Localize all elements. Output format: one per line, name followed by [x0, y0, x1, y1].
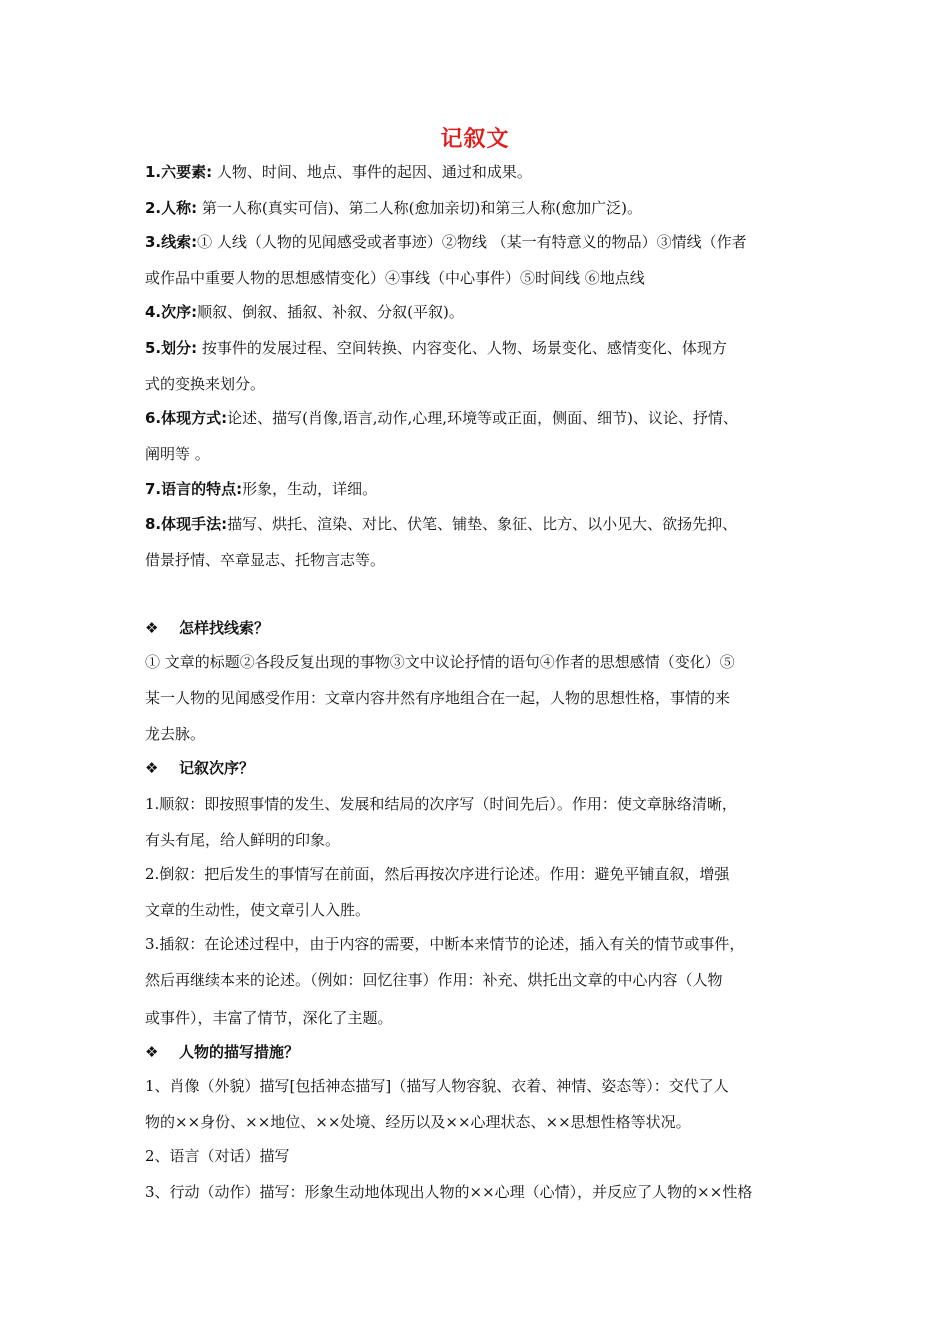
- item-label: 8.体现手法:: [145, 515, 228, 533]
- document-title: 记叙文: [440, 127, 510, 152]
- diamond-bullet-icon: ❖: [145, 759, 159, 777]
- section-line: 物的××身份、××地位、××处境、经历以及××心理状态、××思想性格等状况。: [145, 1113, 691, 1131]
- item-text: 顺叙、倒叙、插叙、补叙、分叙(平叙)。: [197, 303, 464, 321]
- diamond-bullet-icon: ❖: [145, 619, 159, 637]
- item-text: 论述、描写(肖像,语言,动作,心理,环境等或正面，侧面、细节)、议论、抒情、: [227, 409, 738, 427]
- item-2: [145, 198, 810, 218]
- item-1: [145, 162, 810, 182]
- section-line: 龙去脉。: [145, 725, 206, 743]
- section-line: 2.倒叙：把后发生的事情写在前面，然后再按次序进行论述。作用：避免平铺直叙，增强: [145, 865, 730, 883]
- item-text: ① 人线（人物的见闻感受或者事迹）②物线 （某一有特意义的物品）③情线（作者: [197, 233, 747, 251]
- item-label: 6.体现方式:: [145, 409, 228, 427]
- item-text: 人物、时间、地点、事件的起因、通过和成果。: [212, 163, 532, 181]
- item-5: [145, 338, 810, 358]
- section-line: 然后再继续本来的论述。（例如：回忆往事）作用：补充、烘托出文章的中心内容（人物: [145, 971, 723, 989]
- item-3-cont: 或作品中重要人物的思想感情变化）④事线（中心事件）⑤时间线 ⑥地点线: [145, 269, 645, 287]
- item-8-cont: 借景抒情、卒章显志、托物言志等。: [145, 551, 386, 569]
- item-8: [145, 514, 810, 534]
- diamond-bullet-icon: ❖: [145, 1043, 159, 1061]
- section-heading-text: 怎样找线索？: [179, 619, 270, 637]
- item-text: 形象，生动，详细。: [242, 480, 378, 498]
- item-label: 4.次序:: [145, 303, 198, 321]
- item-6-cont: 阐明等 。: [145, 445, 210, 463]
- item-6: [145, 408, 810, 428]
- section-heading-clues: [145, 618, 810, 638]
- section-line: 2、语言（对话）描写: [145, 1147, 290, 1165]
- section-line: 有头有尾，给人鲜明的印象。: [145, 831, 341, 849]
- item-label: 3.线索:: [145, 233, 198, 251]
- section-line: 3.插叙：在论述过程中，由于内容的需要，中断本来情节的论述，插入有关的情节或事件，: [145, 935, 745, 953]
- item-text: 按事件的发展过程、空间转换、内容变化、人物、场景变化、感情变化、体现方: [197, 339, 727, 357]
- item-3: [145, 232, 810, 252]
- item-text: 第一人称(真实可信)、第二人称(愈加亲切)和第三人称(愈加广泛)。: [197, 199, 643, 217]
- section-line: 文章的生动性，使文章引人入胜。: [145, 901, 371, 919]
- section-line: ① 文章的标题②各段反复出现的事物③文中议论抒情的语句④作者的思想感情（变化）⑤: [145, 653, 735, 671]
- item-5-cont: 式的变换来划分。: [145, 375, 266, 393]
- item-label: 5.划分:: [145, 339, 198, 357]
- section-line: 1.顺叙：即按照事情的发生、发展和结局的次序写（时间先后）。作用：使文章脉络清晰，: [145, 795, 737, 813]
- section-line: 1、肖像（外貌）描写[包括神态描写]（描写人物容貌、衣着、神情、姿态等）：交代了人: [145, 1077, 729, 1095]
- section-heading-order: [145, 758, 810, 778]
- section-heading-text: 人物的描写措施？: [179, 1043, 300, 1061]
- section-line: 或事件），丰富了情节，深化了主题。: [145, 1009, 393, 1027]
- section-heading-text: 记叙次序？: [179, 759, 255, 777]
- section-line: 某一人物的见闻感受作用：文章内容井然有序地组合在一起，人物的思想性格，事情的来: [145, 689, 731, 707]
- item-text: 描写、烘托、渲染、对比、伏笔、铺垫、象征、比方、以小见大、欲扬先抑、: [227, 515, 738, 533]
- section-heading-description: [145, 1042, 810, 1062]
- item-label: 1.六要素:: [145, 163, 213, 181]
- item-4: [145, 302, 810, 322]
- item-label: 2.人称:: [145, 199, 198, 217]
- section-line: 3、行动（动作）描写：形象生动地体现出人物的××心理（心情），并反应了人物的××性格: [145, 1183, 753, 1201]
- item-label: 7.语言的特点:: [145, 480, 243, 498]
- item-7: [145, 479, 810, 499]
